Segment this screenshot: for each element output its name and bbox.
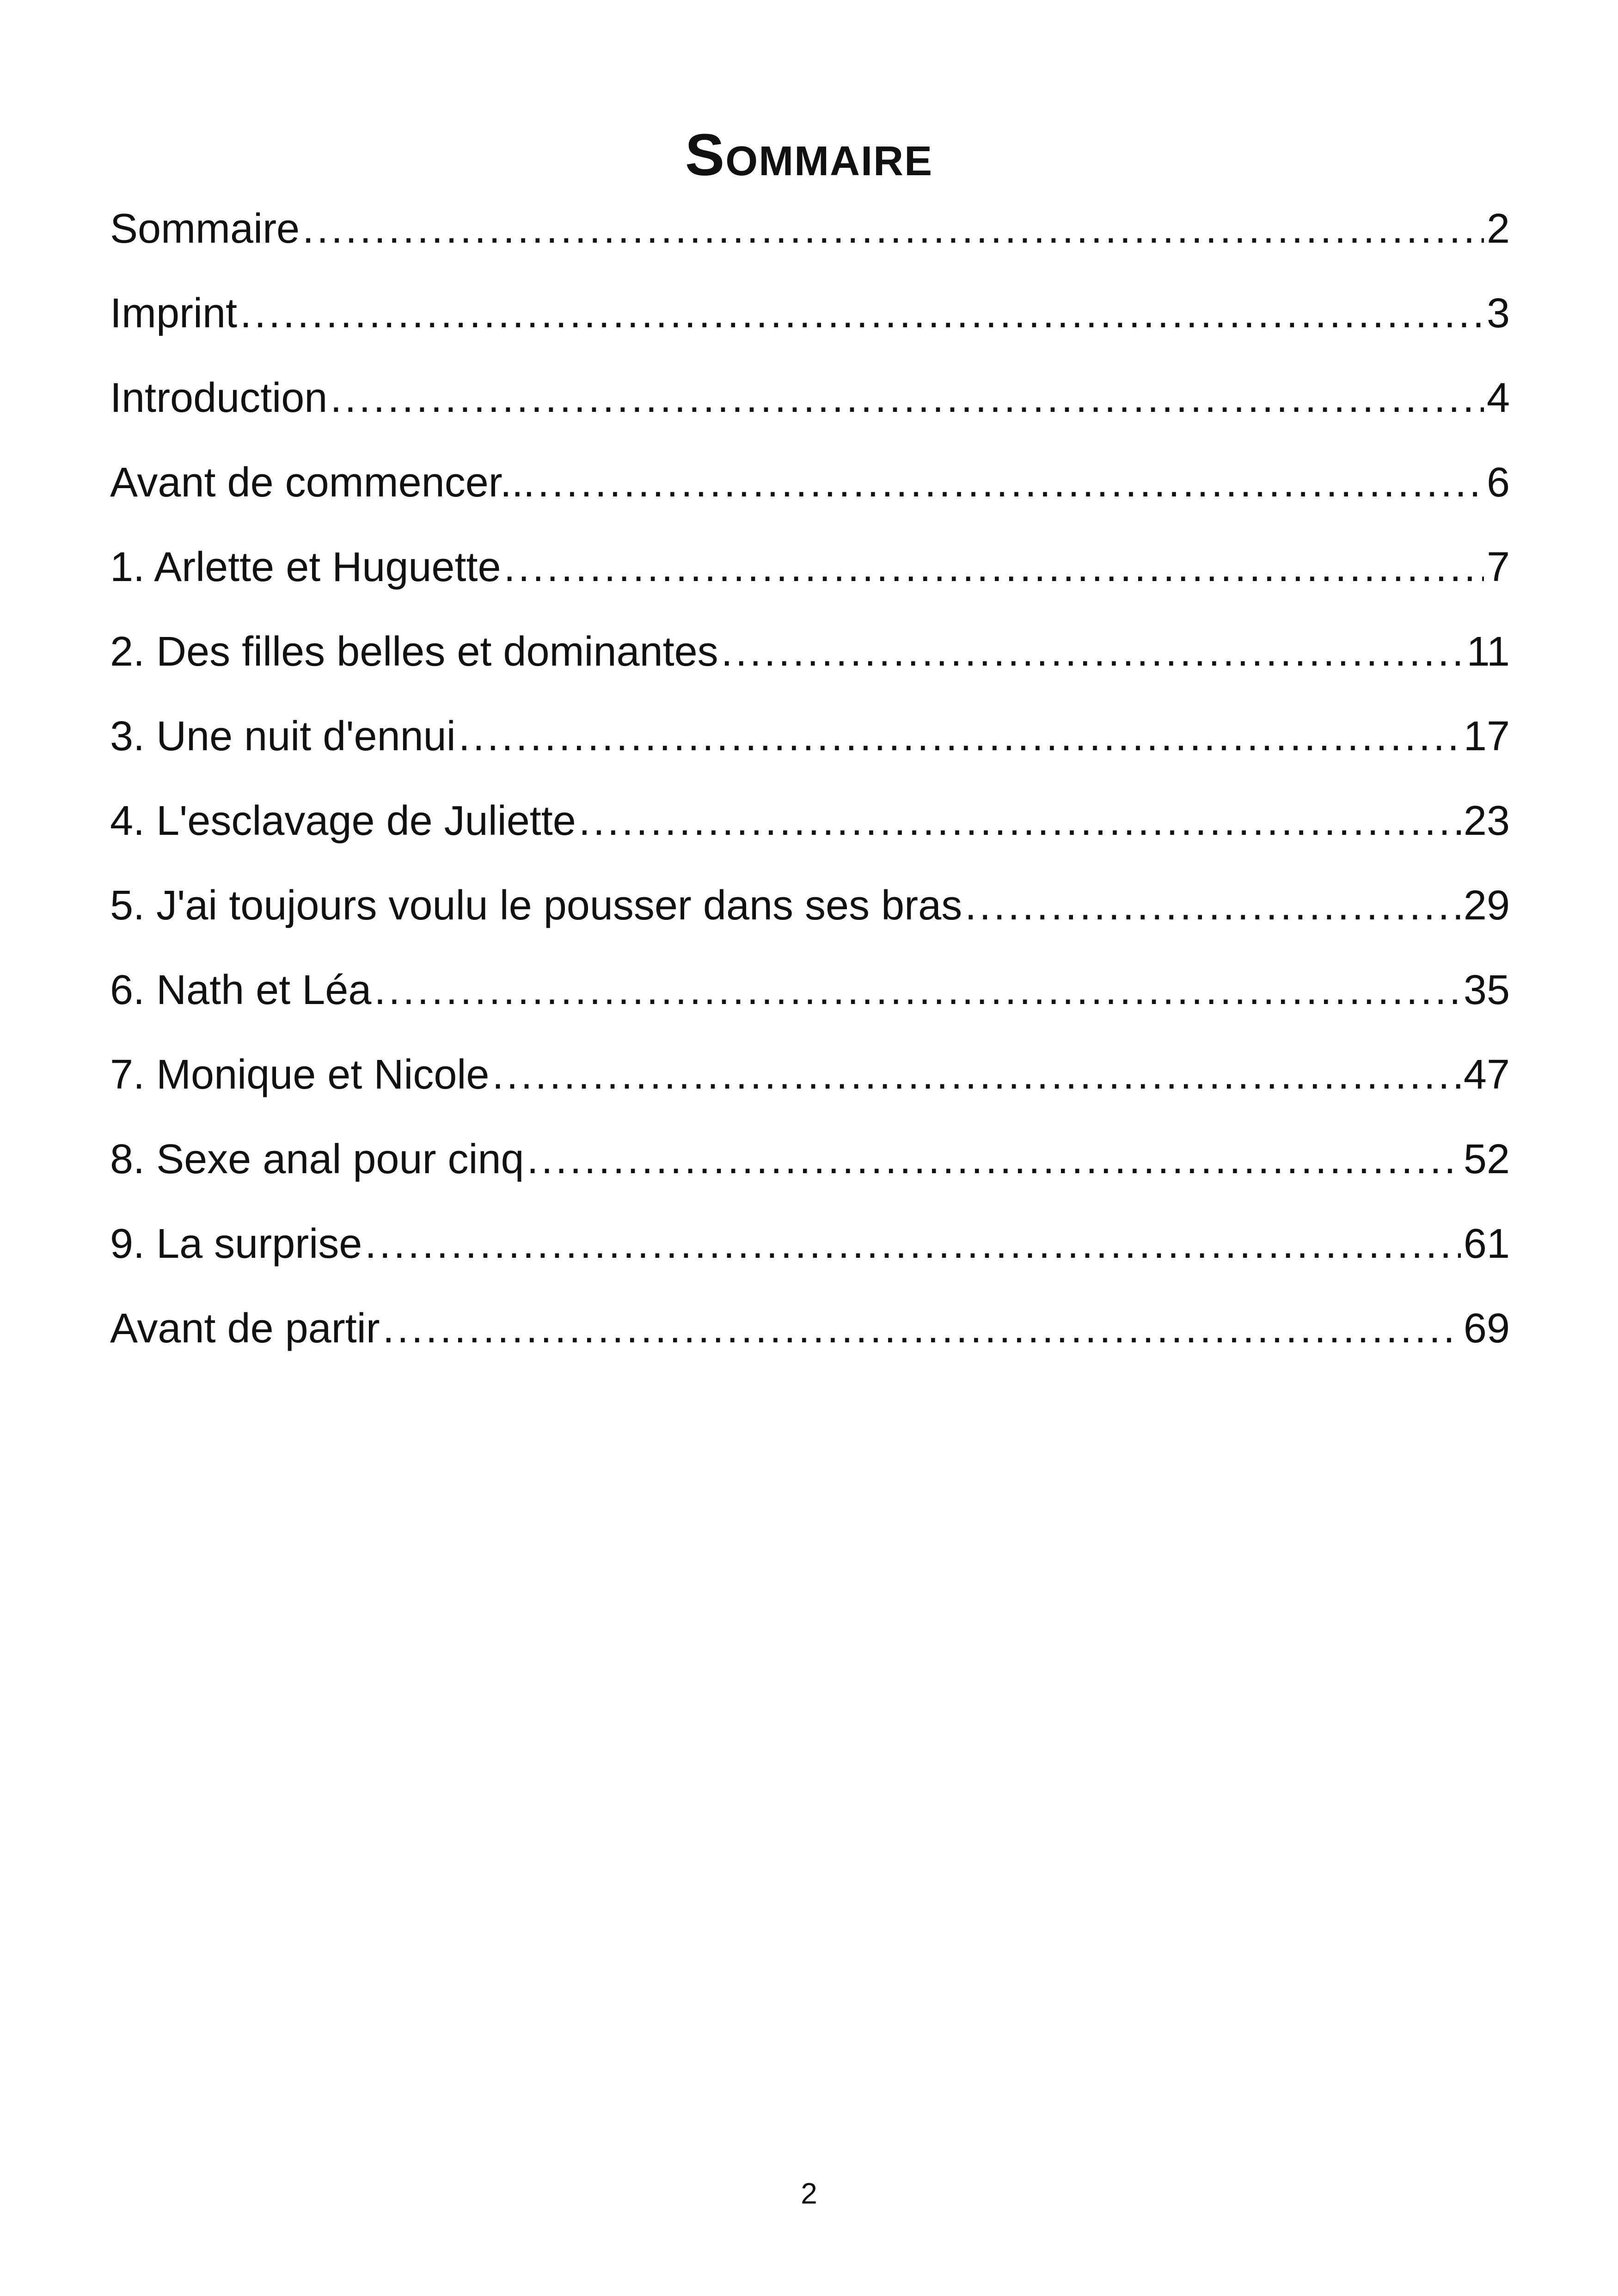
toc-entry-label: 8. Sexe anal pour cinq (110, 1136, 524, 1182)
dot-leader (579, 789, 1461, 853)
toc-entry[interactable] (110, 1127, 1510, 1212)
page-title: Sommaire (685, 122, 933, 188)
toc-entry-label: 5. J'ai toujours voulu le pousser dans ses bras (110, 882, 962, 929)
toc-entry[interactable] (110, 450, 1510, 535)
toc-entry-label: 7. Monique et Nicole (110, 1052, 490, 1098)
toc-entry-page: 52 (1463, 1136, 1510, 1182)
toc-entry-page: 47 (1463, 1052, 1510, 1098)
toc-entry-label: 4. L'esclavage de Juliette (110, 798, 576, 844)
toc-entry-label: Avant de partir (110, 1305, 380, 1352)
toc-entry-label: Imprint (110, 290, 238, 337)
dot-leader (492, 1042, 1460, 1107)
dot-leader (240, 281, 1484, 346)
toc-entry-label: Sommaire (110, 206, 300, 252)
toc-entry[interactable] (110, 619, 1510, 704)
toc-entry-page: 7 (1486, 544, 1510, 590)
table-of-contents (110, 196, 1510, 1381)
toc-entry-page: 6 (1486, 459, 1510, 506)
toc-entry-page: 2 (1486, 206, 1510, 252)
dot-leader (721, 619, 1464, 684)
toc-entry-page: 23 (1463, 798, 1510, 844)
toc-entry-label: 6. Nath et Léa (110, 967, 372, 1013)
dot-leader (527, 1127, 1461, 1192)
toc-entry[interactable] (110, 535, 1510, 619)
dot-leader (504, 535, 1484, 600)
toc-entry[interactable] (110, 873, 1510, 958)
toc-entry-page: 29 (1463, 882, 1510, 929)
toc-entry[interactable] (110, 1296, 1510, 1381)
page-number: 2 (801, 2177, 817, 2210)
toc-entry[interactable] (110, 196, 1510, 281)
dot-leader (965, 873, 1461, 938)
toc-entry-label: Introduction (110, 375, 328, 421)
toc-entry-page: 3 (1486, 290, 1510, 337)
toc-entry-label: Avant de commencer... (110, 459, 535, 506)
dot-leader (302, 196, 1484, 261)
toc-entry-page: 17 (1463, 713, 1510, 759)
dot-leader (538, 450, 1484, 515)
toc-entry[interactable] (110, 789, 1510, 873)
toc-entry-label: 3. Une nuit d'ennui (110, 713, 456, 759)
toc-entry[interactable] (110, 281, 1510, 366)
toc-entry-label: 9. La surprise (110, 1221, 362, 1267)
toc-entry-page: 69 (1463, 1305, 1510, 1352)
toc-entry-label: 2. Des filles belles et dominantes (110, 629, 718, 675)
toc-entry-page: 4 (1486, 375, 1510, 421)
dot-leader (374, 958, 1460, 1022)
toc-entry[interactable] (110, 1212, 1510, 1296)
toc-entry-label: 1. Arlette et Huguette (110, 544, 501, 590)
toc-entry[interactable] (110, 366, 1510, 450)
toc-entry[interactable] (110, 1042, 1510, 1127)
dot-leader (383, 1296, 1461, 1361)
toc-entry[interactable] (110, 958, 1510, 1042)
dot-leader (365, 1212, 1461, 1276)
dot-leader (330, 366, 1484, 430)
dot-leader (459, 704, 1461, 769)
toc-entry[interactable] (110, 704, 1510, 789)
toc-entry-page: 11 (1466, 629, 1510, 675)
toc-entry-page: 35 (1463, 967, 1510, 1013)
toc-entry-page: 61 (1463, 1221, 1510, 1267)
